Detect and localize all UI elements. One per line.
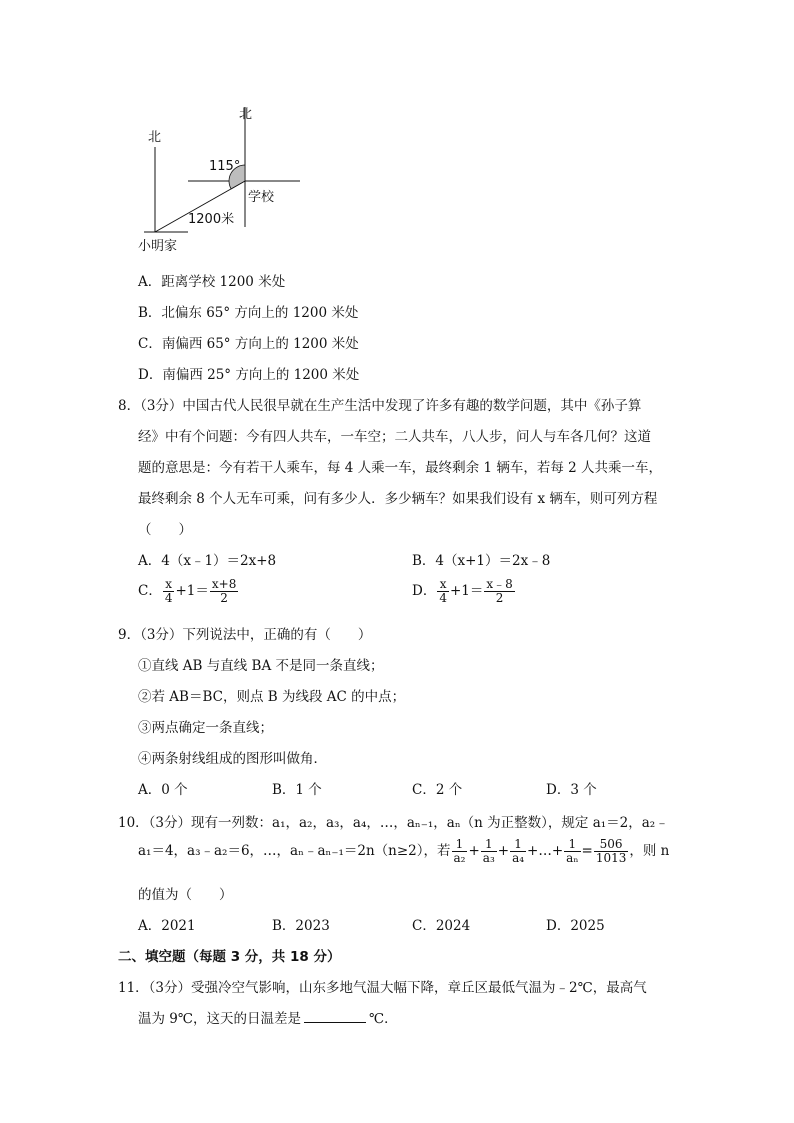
q7-option-d: D．南偏西 25° 方向上的 1200 米处 bbox=[138, 367, 360, 383]
q8-option-d-prefix: D． bbox=[412, 583, 437, 599]
q8-option-c bbox=[138, 578, 239, 605]
q8-line-2: 经》中有个问题：今有四人共车，一车空；二人共车，八人步，问人与车各几何？这道 bbox=[138, 429, 651, 445]
q9-item-4: ④两条射线组成的图形叫做角． bbox=[138, 751, 327, 767]
q9-option-c: C．2 个 bbox=[412, 782, 463, 798]
q8-option-c-mid: +1＝ bbox=[175, 583, 209, 599]
q10-line-2-suffix: ，则 n bbox=[629, 843, 670, 859]
fraction: $\frac{x+8}{2}$ bbox=[211, 577, 237, 605]
distance-label: 1200米 bbox=[188, 212, 235, 227]
plus-sign: + bbox=[497, 843, 510, 859]
q11-line-2-prefix: 温为 9℃，这天的日温差是 bbox=[138, 1011, 301, 1027]
q9-item-3: ③两点确定一条直线； bbox=[138, 720, 273, 736]
angle-label: 115° bbox=[209, 159, 241, 174]
q8-option-d-mid: +1＝ bbox=[449, 583, 484, 599]
fraction: $\frac{1}{\text{a₃}}$ bbox=[482, 837, 495, 865]
ellipsis-sign: +…+ bbox=[527, 843, 564, 859]
north-label-right: 北 bbox=[239, 107, 253, 122]
school-label: 学校 bbox=[248, 190, 275, 205]
q9-option-a: A．0 个 bbox=[138, 782, 188, 798]
q8-line-1: 8．（3分）中国古代人民很早就在生产生活中发现了许多有趣的数学问题，其中《孙子算 bbox=[118, 398, 642, 414]
answer-blank[interactable] bbox=[304, 1008, 366, 1023]
q10-line-3: 的值为（ ） bbox=[138, 887, 233, 903]
q7-option-b: B．北偏东 65° 方向上的 1200 米处 bbox=[138, 305, 359, 321]
q8-option-c-prefix: C． bbox=[138, 583, 162, 599]
q10-option-d: D．2025 bbox=[546, 918, 605, 934]
q11-line-2-suffix: ℃． bbox=[368, 1011, 398, 1027]
q8-line-4: 最终剩余 8 个人无车可乘，问有多少人．多少辆车？如果我们设有 x 辆车，则可列方程 bbox=[138, 491, 658, 507]
q11-line-2 bbox=[138, 1007, 398, 1027]
q8-option-b: B．4（x+1）＝2x﹣8 bbox=[412, 553, 551, 569]
fraction: $\frac{x}{4}$ bbox=[164, 577, 173, 605]
q10-option-a: A．2021 bbox=[138, 918, 196, 934]
q7-option-a: A．距离学校 1200 米处 bbox=[138, 274, 286, 290]
q8-option-a: A．4（x﹣1）＝2x+8 bbox=[138, 553, 277, 569]
fraction: $\frac{1}{\text{a₄}}$ bbox=[512, 837, 525, 865]
q10-line-2-prefix: a₁＝4，a₃﹣a₂＝6，…，aₙ﹣aₙ₋₁＝2n（n≥2），若 bbox=[138, 843, 451, 859]
q7-option-c: C．南偏西 65° 方向上的 1200 米处 bbox=[138, 336, 359, 352]
fraction: $\frac{1}{\text{aₙ}}$ bbox=[566, 837, 579, 865]
q10-line-2 bbox=[138, 838, 669, 865]
q8-option-d bbox=[412, 578, 516, 605]
fraction: $\frac{506}{1013}$ bbox=[595, 837, 627, 865]
section-2-title: 二、填空题（每题 3 分，共 18 分） bbox=[118, 949, 341, 965]
fraction: $\frac{1}{\text{a₂}}$ bbox=[453, 837, 466, 865]
q10-option-b: B．2023 bbox=[272, 918, 330, 934]
q9-item-2: ②若 AB＝BC，则点 B 为线段 AC 的中点； bbox=[138, 689, 406, 705]
q9-option-b: B．1 个 bbox=[272, 782, 322, 798]
q9-stem: 9．（3分）下列说法中，正确的有（ ） bbox=[118, 627, 372, 643]
q8-line-3: 题的意思是：今有若干人乘车，每 4 人乘一车，最终剩余 1 辆车，若每 2 人共乘一车， bbox=[138, 460, 663, 476]
q8-line-5: （ ） bbox=[138, 522, 192, 538]
fraction: $\frac{x﹣8}{2}$ bbox=[486, 577, 513, 605]
fraction: $\frac{x}{4}$ bbox=[439, 577, 447, 605]
q9-option-d: D．3 个 bbox=[546, 782, 597, 798]
q9-item-1: ①直线 AB 与直线 BA 不是同一条直线； bbox=[138, 658, 384, 674]
q10-line-1: 10．（3分）现有一列数：a₁，a₂，a₃，a₄，…，aₙ₋₁，aₙ（n 为正整数），规定 a₁＝2，a₂﹣ bbox=[118, 815, 669, 831]
direction-diagram bbox=[130, 95, 320, 260]
equals-sign: = bbox=[581, 843, 593, 859]
q11-line-1: 11．（3分）受强冷空气影响，山东多地气温大幅下降，章丘区最低气温为﹣2℃，最高气 bbox=[118, 980, 647, 996]
north-label-left: 北 bbox=[148, 130, 162, 145]
home-label: 小明家 bbox=[138, 239, 178, 254]
q10-option-c: C．2024 bbox=[412, 918, 471, 934]
plus-sign: + bbox=[468, 843, 480, 859]
